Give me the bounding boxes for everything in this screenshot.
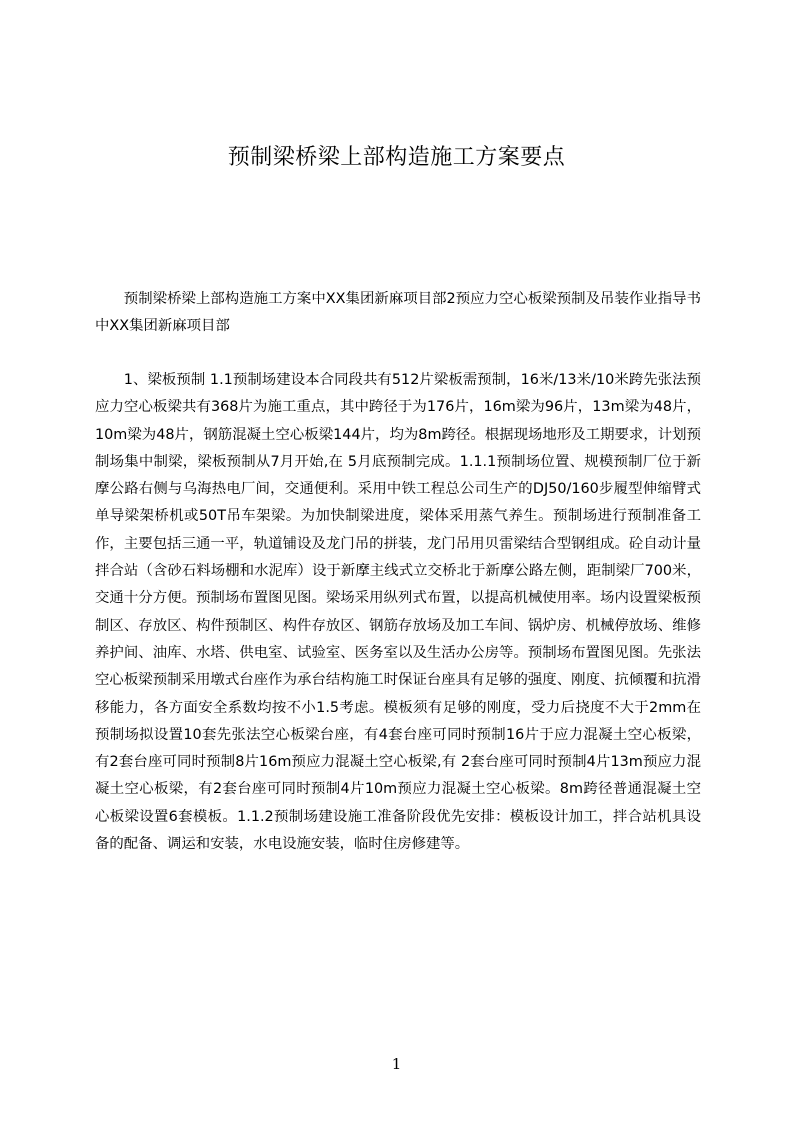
document-title: 预制梁桥梁上部构造施工方案要点	[227, 145, 566, 170]
body-paragraph: 1、梁板预制 1.1预制场建设本合同段共有512片梁板需预制，16米/13米/10米跨先张法预应力空心板梁共有368片为施工重点，其中跨径于为176片，16m梁为96片，13m梁为48片，10m梁为48片，钢筋混凝土空心板梁144片，均为8m跨径。根据现场地形及工期要求，计划预制场集中制梁，梁板预制从7月开始,在 5月底预制完成。1.1.1预制场位置、规模预制厂位于新摩公路右侧与乌海热电厂间，交通便利。采用中铁工程总公司生产的DJ50/160步履型伸缩臂式单导梁架桥机或50T吊车架梁。为加快制梁进度，梁体采用蒸气养生。预制场进行预制准备工作，主要包括三通一平，轨道铺设及龙门吊的拼装，龙门吊用贝雷梁结合型钢组成。砼自动计量拌合站（含砂石料场棚和水泥库）设于新摩主线式立交桥北于新摩公路左侧，距制梁厂700米，交通十分方便。预制场布置图见图。梁场采用纵列式布置，以提高机械使用率。场内设置梁板预制区、存放区、构件预制区、构件存放区、钢筋存放场及加工车间、锅炉房、机械停放场、维修养护间、油库、水塔、供电室、试验室、医务室以及生活办公房等。预制场布置图见图。先张法空心板梁预制采用墩式台座作为承台结构施工时保证台座具有足够的强度、刚度、抗倾覆和抗滑移能力，各方面安全系数均按不小1.5考虑。模板须有足够的刚度，受力后挠度不大于2mm在预制场拟设置10套先张法空心板梁台座，有4套台座可同时预制16片于应力混凝土空心板梁，有2套台座可同时预制8片16m预应力混凝土空心板梁,有 2套台座可同时预制4片13m预应力混凝土空心板梁，有2套台座可同时预制4片10m预应力混凝土空心板梁。8m跨径普通混凝土空心板梁设置6套模板。1.1.2预制场建设施工准备阶段优先安排：模板设计加工，拌合站机具设备的配备、调运和安装，水电设施安装，临时住房修建等。	[95, 372, 701, 853]
page-number: 1	[391, 1055, 402, 1073]
intro-paragraph: 预制梁桥梁上部构造施工方案中XX集团新麻项目部2预应力空心板梁预制及吊装作业指导书中XX集团新麻项目部	[95, 291, 701, 335]
